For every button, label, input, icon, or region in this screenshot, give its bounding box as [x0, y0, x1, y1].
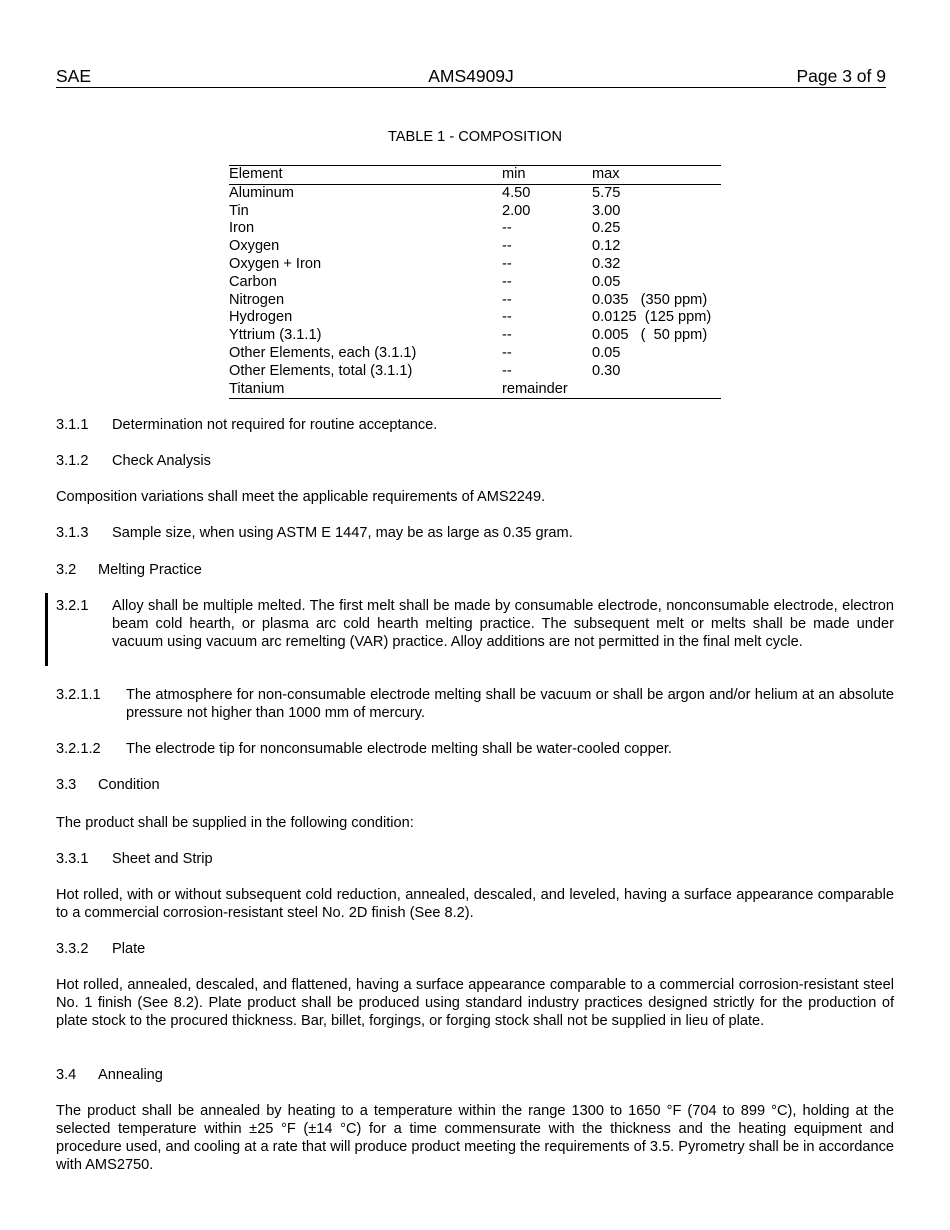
table-row	[229, 381, 721, 399]
cell-element: Aluminum	[229, 184, 294, 201]
section-heading: Melting Practice	[98, 562, 202, 578]
section-text: The atmosphere for non-consumable electrode melting shall be vacuum or shall be argon and/or helium at an absolute pressure not higher than 1000 mm of mercury.	[126, 687, 894, 721]
header-doc-id: AMS4909J	[428, 66, 514, 86]
section-3-2-1-2	[56, 740, 894, 758]
cell-max: 0.005 ( 50 ppm)	[592, 327, 708, 344]
table-row	[229, 203, 721, 221]
section-text: The electrode tip for nonconsumable electrode melting shall be water-cooled copper.	[126, 741, 672, 757]
column-header-min: min	[502, 166, 592, 185]
cell-min: --	[502, 220, 512, 237]
section-number: 3.3.2	[56, 941, 89, 957]
table-row	[229, 363, 721, 381]
cell-max: 0.25	[592, 220, 621, 237]
section-number: 3.2.1	[56, 598, 89, 614]
paragraph-3-3-1: Hot rolled, with or without subsequent cold reduction, annealed, descaled, and leveled, having a surface appearance comparable to a commercial corrosion-resistant steel No. 2D finish (See 8.2).	[56, 887, 894, 921]
cell-element: Other Elements, each (3.1.1)	[229, 344, 417, 361]
section-number: 3.2.1.1	[56, 687, 101, 703]
header-page-number: Page 3 of 9	[796, 66, 886, 86]
table-row	[229, 220, 721, 238]
section-3-1-3	[56, 524, 894, 542]
cell-min: --	[502, 327, 512, 344]
table-row	[229, 184, 721, 202]
section-text: Sample size, when using ASTM E 1447, may be as large as 0.35 gram.	[112, 525, 573, 541]
table-header-row	[229, 166, 721, 185]
cell-min: --	[502, 309, 512, 326]
paragraph-3-1-2: Composition variations shall meet the applicable requirements of AMS2249.	[56, 489, 546, 505]
section-3-1-1	[56, 416, 894, 434]
section-number: 3.3.1	[56, 851, 89, 867]
section-heading: Condition	[98, 777, 160, 793]
cell-min: --	[502, 344, 512, 361]
cell-max: 3.00	[592, 202, 621, 219]
cell-min: --	[502, 273, 512, 290]
section-number: 3.4	[56, 1067, 77, 1083]
table-title: TABLE 1 - COMPOSITION	[387, 129, 563, 145]
paragraph-3-3-2: Hot rolled, annealed, descaled, and flattened, having a surface appearance comparable to a commercial corrosion-resistant steel No. 1 finish (See 8.2). Plate product shall be produced using standard industry practices designed strictly for the production of plate stock to the procured thickness. Bar, billet, forgings, or forging stock shall not be supplied in lieu of plate.	[56, 977, 894, 1029]
section-3-2-heading	[56, 561, 894, 579]
section-heading: Annealing	[98, 1067, 163, 1083]
header-org: SAE	[56, 66, 92, 86]
paragraph-3-3: The product shall be supplied in the following condition:	[56, 815, 414, 831]
cell-element: Tin	[229, 202, 249, 219]
section-3-3-1-heading	[56, 850, 894, 868]
cell-max: 5.75	[592, 184, 621, 201]
section-3-3-heading	[56, 776, 894, 794]
cell-min: remainder	[502, 380, 568, 397]
table-row	[229, 238, 721, 256]
cell-element: Iron	[229, 220, 255, 237]
cell-max: 0.0125 (125 ppm)	[592, 309, 712, 326]
cell-min: --	[502, 255, 512, 272]
table-row	[229, 292, 721, 310]
section-number: 3.2.1.2	[56, 741, 101, 757]
section-3-2-1	[56, 597, 894, 651]
table-row	[229, 345, 721, 363]
table-row	[229, 327, 721, 345]
cell-element: Other Elements, total (3.1.1)	[229, 362, 413, 379]
cell-max: 0.05	[592, 273, 621, 290]
cell-max: 0.32	[592, 255, 621, 272]
cell-element: Oxygen	[229, 238, 280, 255]
cell-min: --	[502, 238, 512, 255]
cell-element: Nitrogen	[229, 291, 285, 308]
section-3-1-2-heading	[56, 452, 894, 470]
section-number: 3.3	[56, 777, 77, 793]
cell-max: 0.12	[592, 238, 621, 255]
table-row	[229, 274, 721, 292]
cell-element: Oxygen + Iron	[229, 255, 322, 272]
cell-element: Carbon	[229, 273, 277, 290]
column-header-max: max	[592, 166, 721, 185]
column-header-element: Element	[229, 166, 502, 185]
composition-table	[229, 165, 721, 399]
revision-change-bar	[45, 593, 48, 666]
section-number: 3.1.3	[56, 525, 89, 541]
cell-max: 0.05	[592, 344, 621, 361]
cell-max: 0.035 (350 ppm)	[592, 291, 708, 308]
cell-max: 0.30	[592, 362, 621, 379]
cell-min: 4.50	[502, 184, 531, 201]
section-text: Alloy shall be multiple melted. The first melt shall be made by consumable electrode, nonconsumable electrode, electron beam cold hearth, or plasma arc cold hearth melting practice. The subsequent melt or melts shall be made under vacuum using vacuum arc remelting (VAR) practice. Alloy additions are not permitted in the final melt cycle.	[112, 598, 894, 650]
page-header	[56, 66, 886, 88]
section-3-3-2-heading	[56, 940, 894, 958]
cell-element: Titanium	[229, 380, 285, 397]
cell-min: --	[502, 291, 512, 308]
paragraph-3-4: The product shall be annealed by heating to a temperature within the range 1300 to 1650 °F (704 to 899 °C), holding at the selected temperature within ±25 °F (±14 °C) for a time commensurate with the thickness and the heating equipment and procedure used, and cooling at a rate that will produce product meeting the requirements of 3.5. Pyrometry shall be in accordance with AMS2750.	[56, 1103, 894, 1173]
section-3-4-heading	[56, 1066, 894, 1084]
section-text: Determination not required for routine acceptance.	[112, 417, 438, 433]
cell-max	[592, 381, 721, 399]
cell-min: --	[502, 362, 512, 379]
section-number: 3.1.2	[56, 453, 89, 469]
section-heading: Sheet and Strip	[112, 851, 213, 867]
section-heading: Plate	[112, 941, 146, 957]
cell-element: Hydrogen	[229, 309, 293, 326]
cell-min: 2.00	[502, 202, 531, 219]
section-number: 3.2	[56, 562, 77, 578]
table-row	[229, 256, 721, 274]
section-3-2-1-1	[56, 686, 894, 722]
table-row	[229, 309, 721, 327]
cell-element: Yttrium (3.1.1)	[229, 327, 322, 344]
section-heading: Check Analysis	[112, 453, 211, 469]
section-number: 3.1.1	[56, 417, 89, 433]
